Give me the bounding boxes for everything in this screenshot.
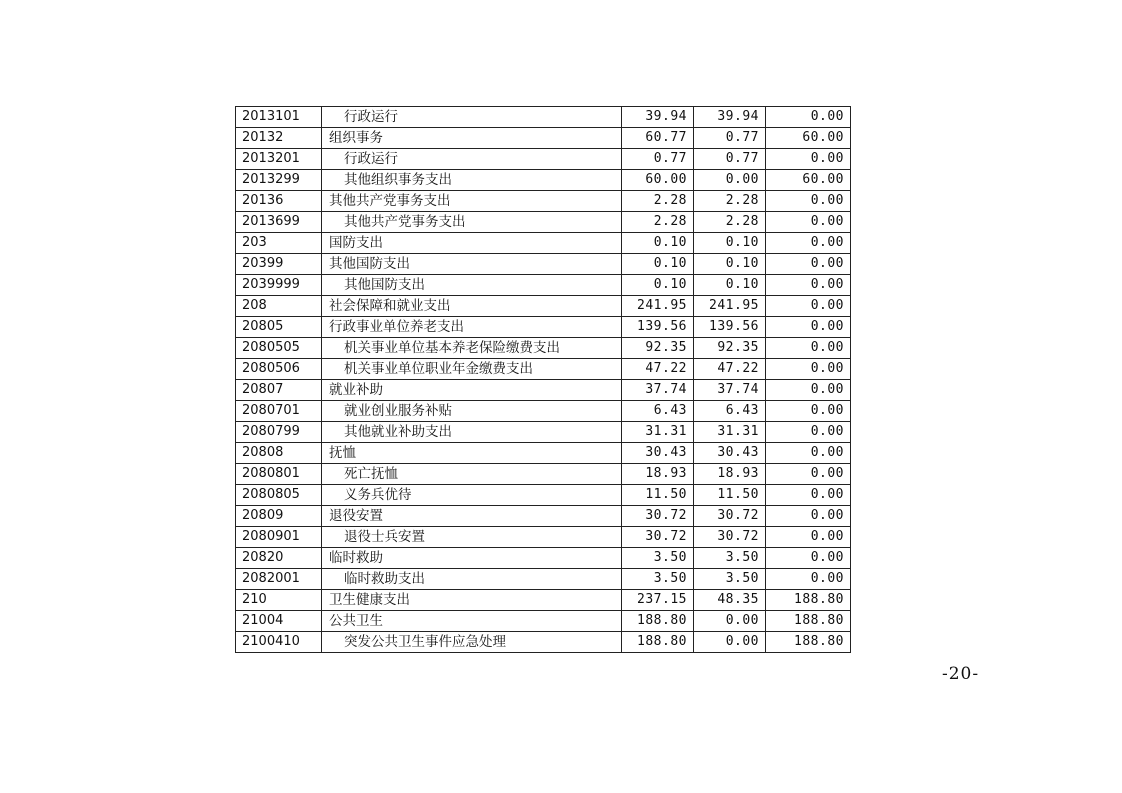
- row-code-cell: 2013699: [236, 212, 322, 233]
- row-basic-cell: 0.10: [694, 233, 766, 254]
- row-code-cell: 20805: [236, 317, 322, 338]
- row-project-cell: 0.00: [766, 527, 851, 548]
- row-total-cell: 2.28: [622, 212, 694, 233]
- row-total-cell: 92.35: [622, 338, 694, 359]
- row-total-cell: 30.72: [622, 527, 694, 548]
- row-total-cell: 47.22: [622, 359, 694, 380]
- row-basic-cell: 3.50: [694, 569, 766, 590]
- row-project-cell: 0.00: [766, 254, 851, 275]
- row-total-cell: 60.00: [622, 170, 694, 191]
- row-code-cell: 20809: [236, 506, 322, 527]
- row-name-cell: 临时救助支出: [322, 569, 622, 590]
- row-basic-cell: 0.10: [694, 254, 766, 275]
- row-project-cell: 0.00: [766, 191, 851, 212]
- table-row: [236, 254, 851, 275]
- row-name-cell: 其他共产党事务支出: [322, 191, 622, 212]
- row-name-cell: 其他国防支出: [322, 254, 622, 275]
- row-name-cell: 机关事业单位基本养老保险缴费支出: [322, 338, 622, 359]
- table-row: [236, 212, 851, 233]
- row-project-cell: 0.00: [766, 569, 851, 590]
- row-project-cell: 0.00: [766, 464, 851, 485]
- row-code-cell: 2013299: [236, 170, 322, 191]
- table-row: [236, 275, 851, 296]
- row-name-cell: 其他共产党事务支出: [322, 212, 622, 233]
- table-row: [236, 590, 851, 611]
- row-code-cell: 210: [236, 590, 322, 611]
- row-name-cell: 行政运行: [322, 149, 622, 170]
- row-total-cell: 18.93: [622, 464, 694, 485]
- row-code-cell: 2080901: [236, 527, 322, 548]
- row-code-cell: 2039999: [236, 275, 322, 296]
- row-name-cell: 就业补助: [322, 380, 622, 401]
- row-basic-cell: 0.10: [694, 275, 766, 296]
- row-name-cell: 机关事业单位职业年金缴费支出: [322, 359, 622, 380]
- row-code-cell: 2100410: [236, 632, 322, 653]
- row-project-cell: 0.00: [766, 338, 851, 359]
- row-name-cell: 其他国防支出: [322, 275, 622, 296]
- row-basic-cell: 30.72: [694, 506, 766, 527]
- row-project-cell: 0.00: [766, 401, 851, 422]
- row-basic-cell: 18.93: [694, 464, 766, 485]
- row-name-cell: 其他就业补助支出: [322, 422, 622, 443]
- row-total-cell: 188.80: [622, 632, 694, 653]
- budget-table: [235, 106, 851, 653]
- row-basic-cell: 48.35: [694, 590, 766, 611]
- row-code-cell: 20808: [236, 443, 322, 464]
- row-name-cell: 行政事业单位养老支出: [322, 317, 622, 338]
- row-basic-cell: 2.28: [694, 191, 766, 212]
- table-row: [236, 128, 851, 149]
- row-project-cell: 0.00: [766, 380, 851, 401]
- row-code-cell: 2080801: [236, 464, 322, 485]
- row-project-cell: 0.00: [766, 149, 851, 170]
- row-total-cell: 0.10: [622, 254, 694, 275]
- row-total-cell: 0.77: [622, 149, 694, 170]
- row-basic-cell: 92.35: [694, 338, 766, 359]
- row-name-cell: 义务兵优待: [322, 485, 622, 506]
- budget-table-body: [236, 107, 851, 653]
- row-code-cell: 2080505: [236, 338, 322, 359]
- row-name-cell: 组织事务: [322, 128, 622, 149]
- row-basic-cell: 47.22: [694, 359, 766, 380]
- row-basic-cell: 31.31: [694, 422, 766, 443]
- table-row: [236, 338, 851, 359]
- table-row: [236, 485, 851, 506]
- row-code-cell: 21004: [236, 611, 322, 632]
- row-code-cell: 2080805: [236, 485, 322, 506]
- row-name-cell: 退役士兵安置: [322, 527, 622, 548]
- row-project-cell: 0.00: [766, 548, 851, 569]
- row-total-cell: 6.43: [622, 401, 694, 422]
- row-total-cell: 37.74: [622, 380, 694, 401]
- row-basic-cell: 2.28: [694, 212, 766, 233]
- row-name-cell: 死亡抚恤: [322, 464, 622, 485]
- row-total-cell: 139.56: [622, 317, 694, 338]
- row-total-cell: 0.10: [622, 233, 694, 254]
- row-code-cell: 2013101: [236, 107, 322, 128]
- table-row: [236, 233, 851, 254]
- table-row: [236, 443, 851, 464]
- row-total-cell: 241.95: [622, 296, 694, 317]
- row-total-cell: 237.15: [622, 590, 694, 611]
- row-code-cell: 20807: [236, 380, 322, 401]
- row-basic-cell: 0.77: [694, 128, 766, 149]
- table-row: [236, 401, 851, 422]
- row-total-cell: 60.77: [622, 128, 694, 149]
- table-row: [236, 422, 851, 443]
- row-project-cell: 0.00: [766, 233, 851, 254]
- row-project-cell: 0.00: [766, 107, 851, 128]
- row-total-cell: 30.72: [622, 506, 694, 527]
- row-code-cell: 20820: [236, 548, 322, 569]
- row-basic-cell: 0.00: [694, 170, 766, 191]
- row-total-cell: 188.80: [622, 611, 694, 632]
- row-project-cell: 0.00: [766, 275, 851, 296]
- row-basic-cell: 39.94: [694, 107, 766, 128]
- row-code-cell: 20399: [236, 254, 322, 275]
- row-basic-cell: 30.72: [694, 527, 766, 548]
- row-code-cell: 20132: [236, 128, 322, 149]
- row-name-cell: 临时救助: [322, 548, 622, 569]
- row-code-cell: 2082001: [236, 569, 322, 590]
- page-number: -20-: [942, 664, 980, 684]
- row-project-cell: 0.00: [766, 296, 851, 317]
- row-basic-cell: 11.50: [694, 485, 766, 506]
- row-code-cell: 208: [236, 296, 322, 317]
- table-row: [236, 107, 851, 128]
- row-code-cell: 2080701: [236, 401, 322, 422]
- table-row: [236, 464, 851, 485]
- row-total-cell: 30.43: [622, 443, 694, 464]
- table-row: [236, 506, 851, 527]
- row-basic-cell: 3.50: [694, 548, 766, 569]
- table-row: [236, 317, 851, 338]
- row-code-cell: 2080506: [236, 359, 322, 380]
- row-project-cell: 0.00: [766, 359, 851, 380]
- row-code-cell: 2013201: [236, 149, 322, 170]
- table-row: [236, 191, 851, 212]
- row-project-cell: 188.80: [766, 590, 851, 611]
- row-name-cell: 突发公共卫生事件应急处理: [322, 632, 622, 653]
- row-name-cell: 其他组织事务支出: [322, 170, 622, 191]
- row-project-cell: 0.00: [766, 422, 851, 443]
- row-total-cell: 3.50: [622, 548, 694, 569]
- row-name-cell: 就业创业服务补贴: [322, 401, 622, 422]
- table-row: [236, 548, 851, 569]
- row-project-cell: 0.00: [766, 212, 851, 233]
- row-project-cell: 60.00: [766, 170, 851, 191]
- row-project-cell: 188.80: [766, 611, 851, 632]
- row-name-cell: 国防支出: [322, 233, 622, 254]
- table-row: [236, 359, 851, 380]
- table-row: [236, 296, 851, 317]
- table-row: [236, 170, 851, 191]
- row-project-cell: 0.00: [766, 317, 851, 338]
- row-name-cell: 退役安置: [322, 506, 622, 527]
- row-project-cell: 60.00: [766, 128, 851, 149]
- row-basic-cell: 37.74: [694, 380, 766, 401]
- table-row: [236, 569, 851, 590]
- row-name-cell: 行政运行: [322, 107, 622, 128]
- row-basic-cell: 0.00: [694, 611, 766, 632]
- row-project-cell: 0.00: [766, 506, 851, 527]
- row-basic-cell: 0.77: [694, 149, 766, 170]
- table-row: [236, 632, 851, 653]
- row-name-cell: 公共卫生: [322, 611, 622, 632]
- row-basic-cell: 139.56: [694, 317, 766, 338]
- table-row: [236, 149, 851, 170]
- row-name-cell: 卫生健康支出: [322, 590, 622, 611]
- row-project-cell: 0.00: [766, 485, 851, 506]
- row-basic-cell: 241.95: [694, 296, 766, 317]
- row-basic-cell: 0.00: [694, 632, 766, 653]
- row-total-cell: 0.10: [622, 275, 694, 296]
- row-project-cell: 188.80: [766, 632, 851, 653]
- row-name-cell: 社会保障和就业支出: [322, 296, 622, 317]
- row-code-cell: 2080799: [236, 422, 322, 443]
- row-basic-cell: 6.43: [694, 401, 766, 422]
- row-total-cell: 3.50: [622, 569, 694, 590]
- table-row: [236, 380, 851, 401]
- row-total-cell: 31.31: [622, 422, 694, 443]
- table-row: [236, 527, 851, 548]
- row-project-cell: 0.00: [766, 443, 851, 464]
- table-row: [236, 611, 851, 632]
- row-total-cell: 2.28: [622, 191, 694, 212]
- row-code-cell: 20136: [236, 191, 322, 212]
- row-code-cell: 203: [236, 233, 322, 254]
- row-total-cell: 39.94: [622, 107, 694, 128]
- row-total-cell: 11.50: [622, 485, 694, 506]
- row-name-cell: 抚恤: [322, 443, 622, 464]
- row-basic-cell: 30.43: [694, 443, 766, 464]
